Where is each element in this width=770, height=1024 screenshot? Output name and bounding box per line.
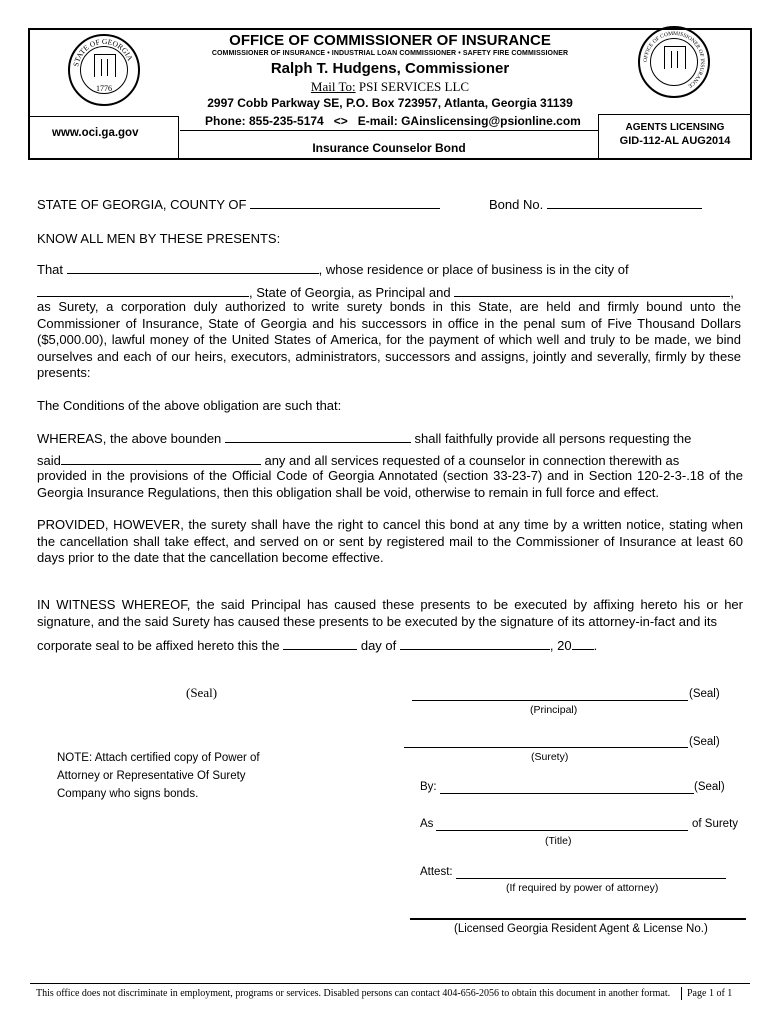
whereas-start: WHEREAS, the above bounden — [37, 431, 222, 446]
office-title: OFFICE OF COMMISSIONER OF INSURANCE — [229, 32, 551, 49]
bond-no-field[interactable] — [547, 196, 702, 209]
agents-licensing: AGENTS LICENSING — [625, 122, 725, 133]
of-surety-label: of Surety — [692, 818, 739, 830]
corporate-seal-text: corporate seal to be affixed hereto this the — [37, 638, 280, 653]
principal-label: (Principal) — [530, 704, 578, 716]
surety-signature-line[interactable] — [404, 747, 688, 748]
state-principal-text: , State of Georgia, as Principal and — [249, 285, 451, 300]
surety-label: (Surety) — [531, 751, 569, 763]
state-county-label: STATE OF GEORGIA, COUNTY OF — [37, 197, 247, 212]
seal-left-label: (Seal) — [186, 685, 218, 700]
office-address: 2997 Cobb Parkway SE, P.O. Box 723957, Atlanta, Georgia 31139 — [207, 96, 573, 110]
mail-to-label: Mail To: — [310, 79, 356, 94]
seal-left-text: STATE OF GEORGIA — [71, 36, 135, 68]
page-number: Page 1 of 1 — [687, 988, 733, 999]
footer-divider — [30, 983, 750, 984]
form-number: GID-112-AL AUG2014 — [619, 135, 731, 147]
commissioner-seal-icon — [638, 26, 710, 98]
provided-paragraph: PROVIDED, HOWEVER, the surety shall have the right to cancel this bond at any time by a written notice, stating when the cancellation shall take effect, and served on or sent by registered mail to the Commissioner of Insurance at least 60 days prior to the date that the cancellation become effective. — [37, 517, 743, 565]
form-title: Insurance Counselor Bond — [312, 141, 466, 155]
said-text: any and all services requested of a counselor in connection therewith as — [260, 453, 680, 468]
by-signature-line[interactable] — [440, 793, 694, 794]
day-of-text: day of — [360, 638, 397, 653]
state-seal-icon — [68, 34, 140, 106]
as-label: As — [420, 818, 434, 830]
surety-paragraph: as Surety, a corporation duly authorized to write surety bonds in this State, are held and firmly bound unto the Commissioner of Insurance, State of Georgia and his successors in office in the penal sum of Five Thousand Dollars ($5,000.00), lawful money of the United States of America, for the payment of which well and truly to be made, we bind ourselves and each of our heirs, executors, administrators, successors and assigns, jointly and severally, firmly by these presents: — [37, 299, 741, 380]
conditions-text: The Conditions of the above obligation are such that: — [37, 398, 342, 413]
period: . — [593, 638, 598, 653]
principal-seal: (Seal) — [689, 688, 720, 700]
note-line-1: NOTE: Attach certified copy of Power of — [57, 752, 260, 764]
principal-name-field[interactable] — [67, 261, 319, 274]
licensed-agent-label: (Licensed Georgia Resident Agent & License No.) — [454, 923, 708, 935]
principal-signature-line[interactable] — [412, 700, 688, 701]
that-line — [37, 261, 737, 279]
whose-residence-text: , whose residence or place of business is in the city of — [318, 262, 629, 277]
seal-year: 1776 — [96, 84, 112, 93]
whereas-line — [37, 430, 737, 448]
said-field[interactable] — [61, 452, 261, 465]
comma: , — [730, 285, 734, 300]
that-label: That — [37, 262, 64, 277]
state-county-line — [37, 196, 440, 214]
mail-to — [180, 79, 600, 95]
said-line — [37, 452, 741, 470]
day-field[interactable] — [283, 637, 357, 650]
header-divider — [180, 130, 598, 131]
power-of-attorney-note — [57, 749, 260, 803]
bond-no-label: Bond No. — [489, 197, 544, 212]
said-label: said — [37, 453, 61, 468]
year-field[interactable] — [572, 637, 594, 650]
surety-seal: (Seal) — [689, 736, 720, 748]
mail-to-value: PSI SERVICES LLC — [358, 79, 470, 94]
seal-right-text: OFFICE OF COMMISSIONER OF INSURANCE — [642, 30, 706, 89]
month-field[interactable] — [400, 637, 550, 650]
as-title-line[interactable] — [436, 830, 688, 831]
licensed-agent-line[interactable] — [410, 918, 746, 920]
bond-no-line — [489, 196, 702, 214]
commissioner-name: Ralph T. Hudgens, Commissioner — [270, 60, 510, 77]
city-field[interactable] — [37, 284, 249, 297]
said-paragraph-rest: provided in the provisions of the Official Code of Georgia Annotated (section 33-23-7) and in Section 120-2-3-.18 of the Georgia Insurance Regulations, then this obligation shall be void, otherwise to remain in full force and effect. — [37, 468, 743, 500]
footer-disclaimer: This office does not discriminate in employment, programs or services. Disabled persons can contact 404-656-2056 to obtain this document in another format. — [36, 988, 671, 999]
county-field[interactable] — [250, 196, 440, 209]
corporate-seal-line — [37, 637, 597, 655]
contact-info[interactable]: Phone: 855-235-5174 <> E-mail: GAinslicensing@psionline.com — [205, 114, 581, 128]
whereas-end: shall faithfully provide all persons requesting the — [414, 431, 692, 446]
attorney-note: (If required by power of attorney) — [506, 882, 659, 894]
bounden-field[interactable] — [225, 430, 411, 443]
website-link[interactable]: www.oci.ga.gov — [52, 127, 139, 139]
title-label: (Title) — [545, 835, 572, 847]
note-line-2: Attorney or Representative Of Surety — [57, 770, 246, 782]
know-all-heading: KNOW ALL MEN BY THESE PRESENTS: — [37, 231, 281, 246]
by-label: By: — [420, 781, 437, 793]
surety-name-field[interactable] — [454, 284, 730, 297]
sub-offices: COMMISSIONER OF INSURANCE • INDUSTRIAL LOAN COMMISSIONER • SAFETY FIRE COMMISSIONER — [211, 50, 569, 57]
attest-label: Attest: — [420, 866, 453, 878]
by-seal: (Seal) — [694, 781, 725, 793]
footer-separator — [681, 987, 682, 1000]
attest-signature-line[interactable] — [456, 878, 726, 879]
note-line-3: Company who signs bonds. — [57, 788, 199, 800]
witness-paragraph: IN WITNESS WHEREOF, the said Principal has caused these presents to be executed by affixing hereto his or her signature, and the said Surety has caused these presents to be executed by the signature of its attorney-in-fact and its — [37, 597, 743, 629]
year-prefix: , 20 — [549, 638, 572, 653]
